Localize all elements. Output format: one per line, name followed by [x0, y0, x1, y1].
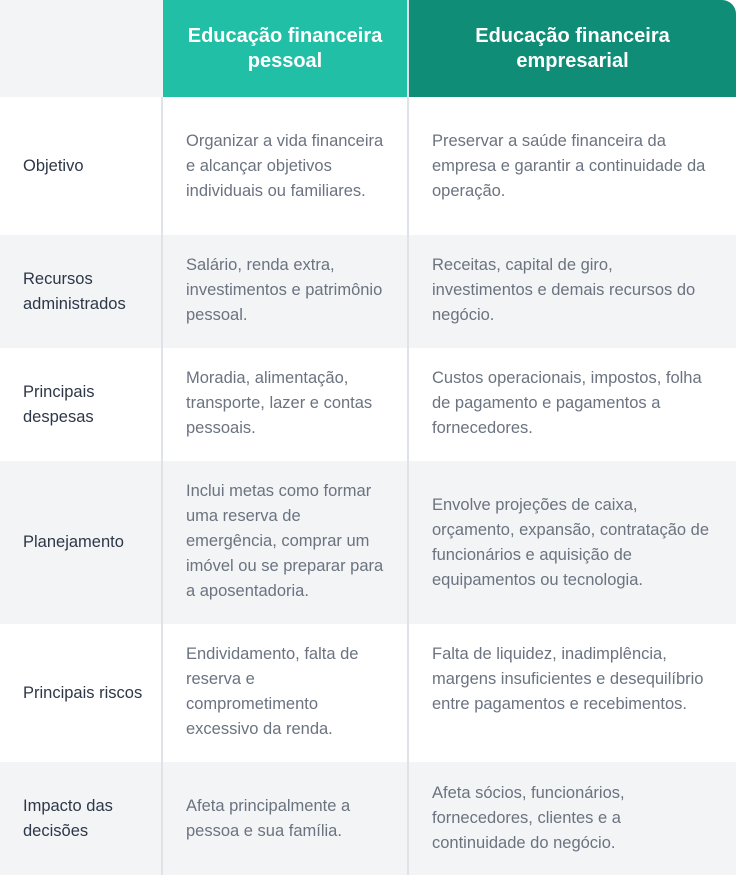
header-business-column — [409, 0, 736, 97]
row-label-riscos: Principais riscos — [0, 624, 163, 762]
row-business-riscos: Falta de liquidez, inadimplência, margens insuficientes e desequilíbrio entre pagamentos e recebimentos. — [409, 624, 736, 762]
row-label-objetivo: Objetivo — [0, 97, 163, 235]
row-personal-riscos: Endividamento, falta de reserva e comprometimento excessivo da renda. — [163, 624, 409, 762]
row-personal-recursos: Salário, renda extra, investimentos e patrimônio pessoal. — [163, 235, 409, 348]
row-personal-objetivo: Organizar a vida financeira e alcançar objetivos individuais ou familiares. — [163, 97, 409, 235]
row-label-recursos: Recursos administrados — [0, 235, 163, 348]
header-personal-label: Educação financeira pessoal — [187, 24, 383, 72]
row-business-impacto: Afeta sócios, funcionários, fornecedores, clientes e a continuidade do negócio. — [409, 762, 736, 875]
header-personal-column — [163, 0, 409, 97]
row-personal-despesas: Moradia, alimentação, transporte, lazer e contas pessoais. — [163, 348, 409, 461]
row-business-despesas: Custos operacionais, impostos, folha de pagamento e pagamentos a fornecedores. — [409, 348, 736, 461]
row-business-objetivo: Preservar a saúde financeira da empresa e garantir a continuidade da operação. — [409, 97, 736, 235]
row-business-recursos: Receitas, capital de giro, investimentos e demais recursos do negócio. — [409, 235, 736, 348]
header-corner-cell — [0, 0, 163, 97]
row-personal-planejamento: Inclui metas como formar uma reserva de emergência, comprar um imóvel ou se preparar para a aposentadoria. — [163, 461, 409, 624]
row-personal-impacto: Afeta principalmente a pessoa e sua família. — [163, 762, 409, 875]
header-business-label: Educação financeira empresarial — [475, 24, 670, 72]
row-business-planejamento: Envolve projeções de caixa, orçamento, expansão, contratação de funcionários e aquisição de equipamentos ou tecnologia. — [409, 461, 736, 624]
row-label-planejamento: Planejamento — [0, 461, 163, 624]
row-label-despesas: Principais despesas — [0, 348, 163, 461]
row-label-impacto: Impacto das decisões — [0, 762, 163, 875]
